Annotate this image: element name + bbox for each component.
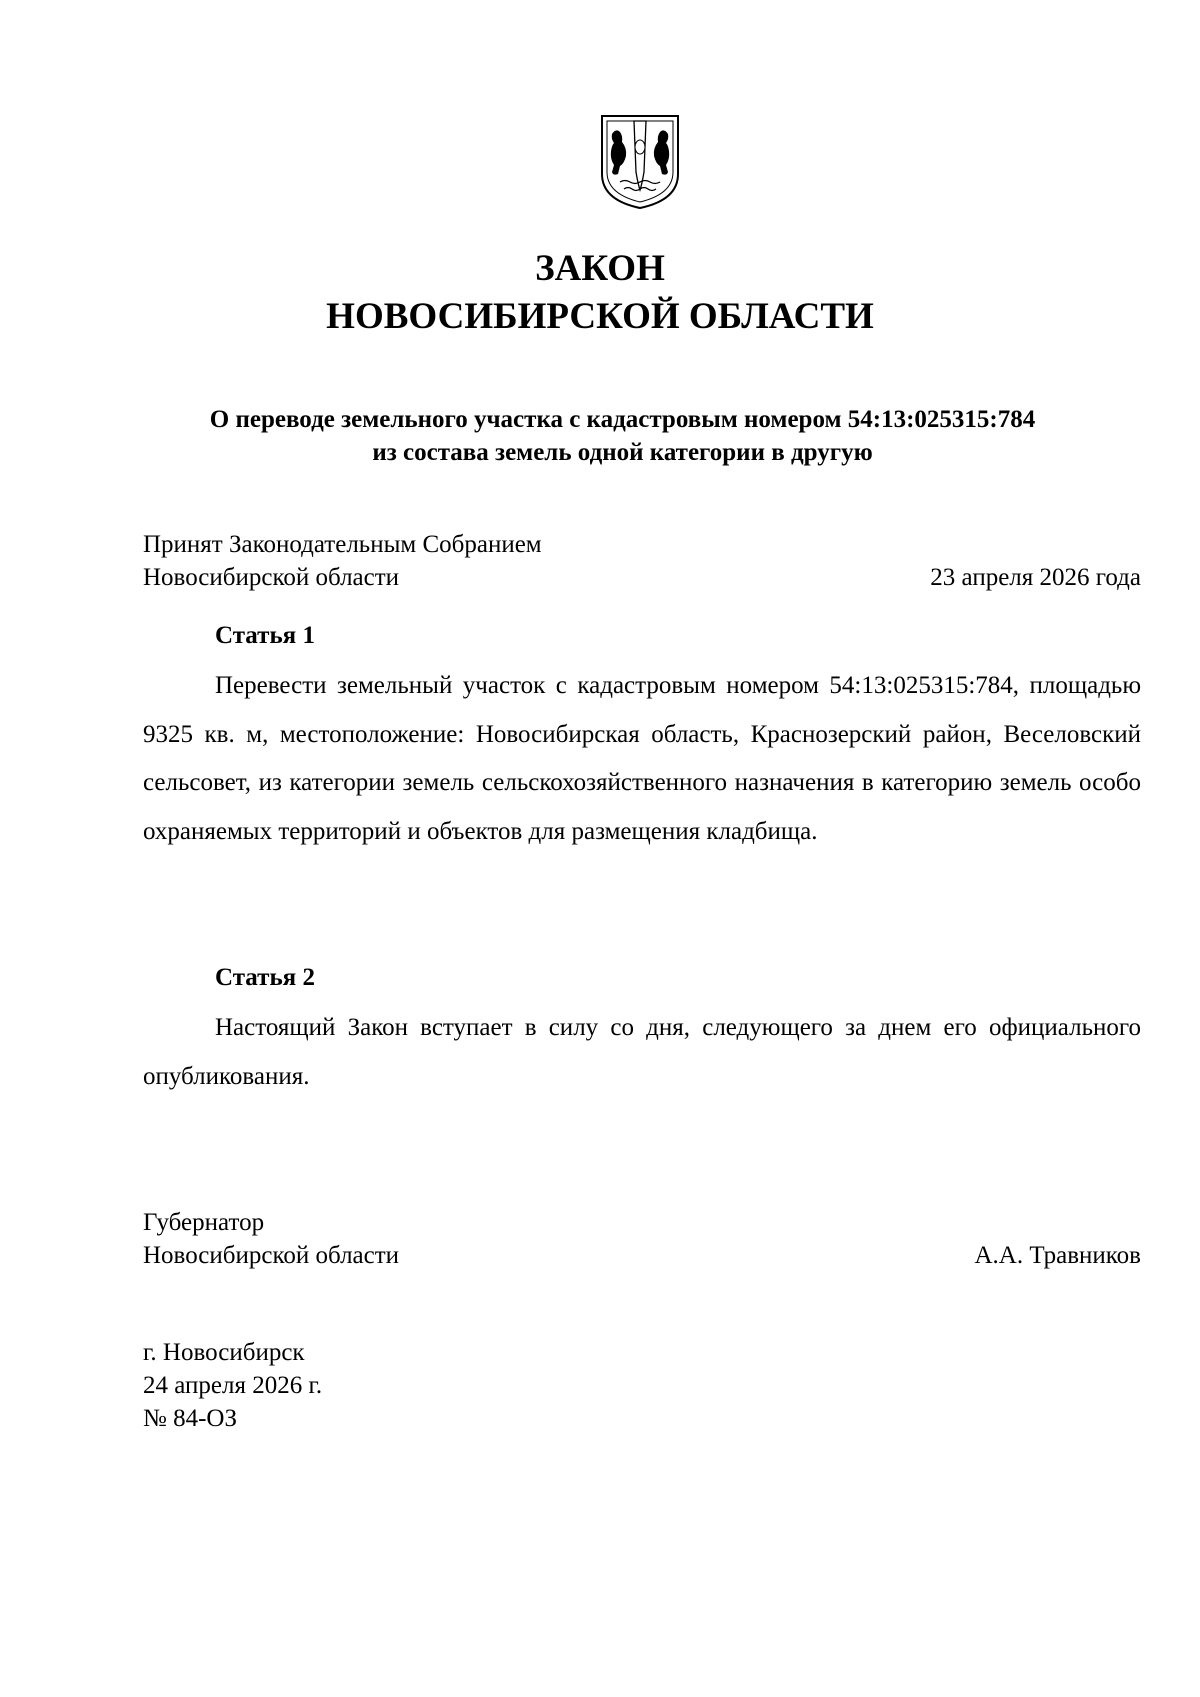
article-2-heading: Статья 2	[215, 964, 315, 991]
signatory-position-line1: Губернатор	[143, 1209, 265, 1236]
signatory-position-line2: Новосибирской области	[143, 1242, 400, 1269]
adoption-date: 23 апреля 2026 года	[930, 564, 1141, 591]
article-2-text: Настоящий Закон вступает в силу со дня, следующего за днем его официального опубликования.	[143, 1014, 1141, 1090]
signatory-name: А.А. Травников	[974, 1242, 1141, 1269]
signing-date: 24 апреля 2026 г.	[143, 1372, 323, 1399]
coat-of-arms-icon	[598, 112, 682, 212]
article-1-text: Перевести земельный участок с кадастровым номером 54:13:025315:784, площадью 9325 кв. м, местоположение: Новосибирская область, Краснозерский район, Веселовский сельсовет, из категории земель сельскохозяйственного назначения в категорию земель особо охраняемых территорий и объектов для размещения кладбища.	[143, 672, 1141, 845]
document-title-line1: ЗАКОН	[535, 248, 665, 289]
adopted-by-line1: Принят Законодательным Собранием	[143, 531, 542, 558]
law-subject-line2: из состава земель одной категории в другую	[372, 439, 873, 466]
document-title-line2: НОВОСИБИРСКОЙ ОБЛАСТИ	[326, 296, 874, 337]
law-number: № 84-ОЗ	[143, 1405, 238, 1432]
adopted-by-line2: Новосибирской области	[143, 564, 400, 591]
place-of-signing: г. Новосибирск	[143, 1339, 305, 1366]
article-1-heading: Статья 1	[215, 622, 315, 649]
law-subject-line1: О переводе земельного участка с кадастровым номером 54:13:025315:784	[209, 406, 1036, 433]
